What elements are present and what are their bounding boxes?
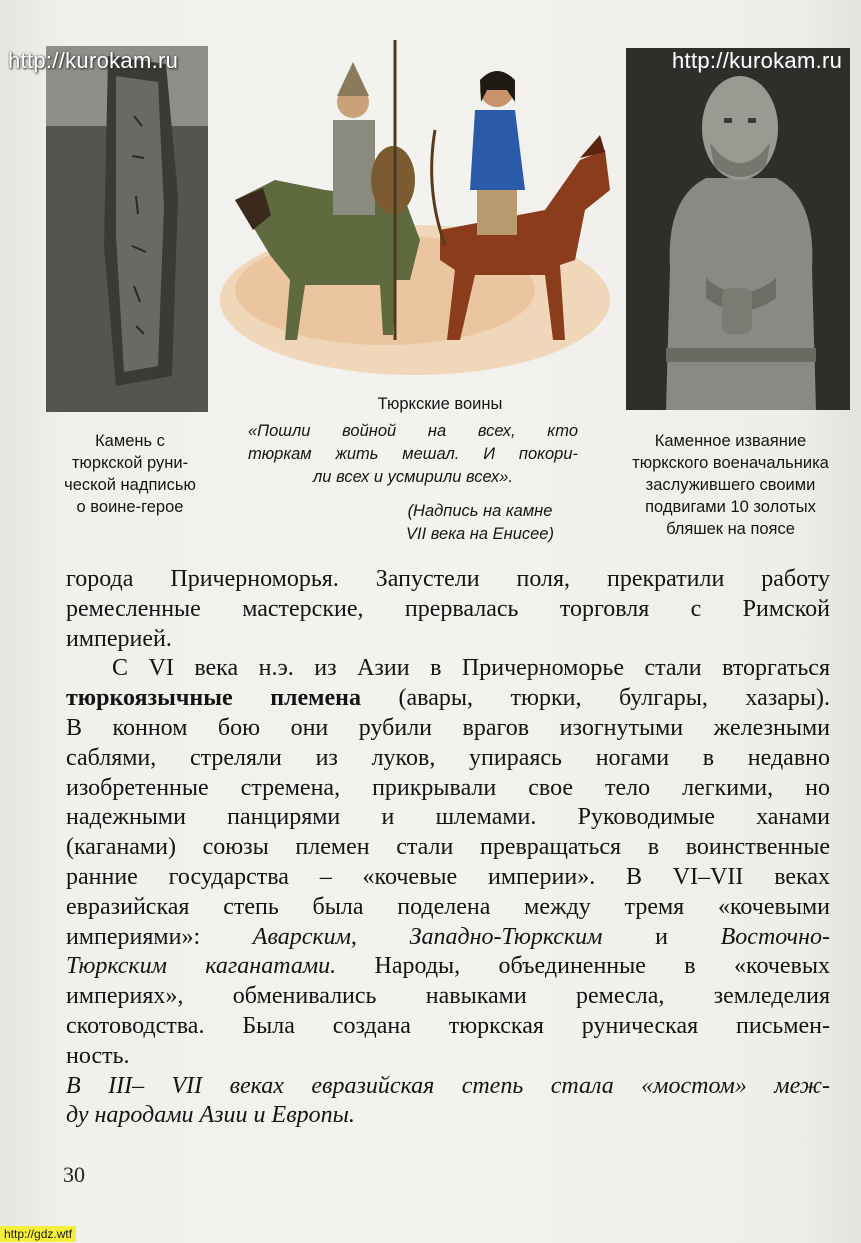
caption-line: тюркской руни- bbox=[71, 454, 189, 472]
text-line: саблями, стреляли из луков, упираясь ногами в недавно bbox=[66, 744, 830, 771]
source-line: VII века на Енисее) bbox=[406, 525, 554, 543]
italic-term: Тюркским каганатами. bbox=[66, 953, 337, 980]
text-line: ремесленные мастерские, прервалась торговля с Римской bbox=[66, 595, 830, 622]
caption-line: Камень с bbox=[95, 432, 165, 450]
quote-line: ли всех и усмирили всех». bbox=[313, 468, 513, 486]
inscription-quote bbox=[248, 420, 578, 489]
text-line: скотоводства. Была создана тюркская руническая письмен- bbox=[66, 1012, 830, 1039]
quote-line: тюркам жить мешал. И покори- bbox=[248, 445, 578, 463]
quote-line: «Пошли войной на всех, кто bbox=[248, 422, 578, 440]
conclusion-line: В III– VII веках евразийская степь стала «мостом» меж- bbox=[66, 1072, 830, 1099]
page-number: 30 bbox=[63, 1162, 85, 1187]
caption-line: подвигами 10 золотых bbox=[645, 498, 816, 516]
main-text bbox=[66, 565, 830, 1131]
text-line bbox=[66, 923, 830, 953]
source-line: (Надпись на камне bbox=[407, 502, 553, 520]
text-line: С VI века н.э. из Азии в Причерноморье стали вторгаться bbox=[112, 655, 830, 682]
caption-line: бляшек на поясе bbox=[666, 520, 795, 538]
text-fragment: (авары, тюрки, булгары, хазары). bbox=[360, 685, 830, 712]
footer-link[interactable]: http://gdz.wtf bbox=[0, 1226, 76, 1242]
watermark-right: http://kurokam.ru bbox=[672, 48, 843, 73]
text-line bbox=[66, 952, 830, 982]
text-fragment: империями»: bbox=[66, 923, 253, 950]
warriors-caption-title: Тюркские воины bbox=[377, 395, 503, 413]
conclusion-line: ду народами Азии и Европы. bbox=[66, 1102, 355, 1129]
text-line: империях», обменивались навыками ремесла, земледелия bbox=[66, 983, 830, 1010]
text-line: империей. bbox=[66, 625, 172, 652]
text-line: евразийская степь была поделена между тремя «кочевыми bbox=[66, 893, 830, 920]
runic-stone-caption bbox=[40, 430, 220, 518]
text-fragment: Народы, объединенные в «кочевых bbox=[336, 953, 831, 980]
turkic-warriors-illustration bbox=[215, 40, 620, 390]
inscription-source bbox=[380, 500, 580, 546]
stone-statue-photo bbox=[626, 48, 850, 410]
key-term: тюркоязычные племена bbox=[66, 685, 361, 712]
text-line: города Причерноморья. Запустели поля, прекратили работу bbox=[66, 566, 830, 592]
text-line: ранние государства – «кочевые империи». В VI–VII веках bbox=[66, 863, 830, 890]
text-line: надежными панцирями и шлемами. Руководимые ханами bbox=[66, 804, 830, 831]
caption-line: о воине-герое bbox=[76, 498, 184, 516]
caption-line: тюркского военачальника bbox=[632, 454, 829, 472]
text-line: изобретенные стремена, прикрывали свое тело легкими, но bbox=[66, 774, 830, 801]
caption-line: заслужившего своими bbox=[645, 476, 816, 494]
italic-term: Восточно- bbox=[720, 923, 830, 950]
text-line bbox=[66, 684, 830, 714]
text-line: В конном бою они рубили врагов изогнутыми железными bbox=[66, 714, 830, 741]
runic-stone-photo bbox=[46, 46, 208, 412]
italic-term: Аварским, Западно-Тюркским bbox=[252, 923, 603, 950]
text-line: ность. bbox=[66, 1042, 130, 1069]
watermark-left: http://kurokam.ru bbox=[8, 48, 179, 73]
text-line: (каганами) союзы племен стали превращаться в воинственные bbox=[66, 834, 830, 861]
stone-statue-caption bbox=[600, 430, 861, 540]
caption-line: Каменное изваяние bbox=[654, 432, 807, 450]
caption-line: ческой надписью bbox=[64, 476, 196, 494]
text-fragment: и bbox=[602, 923, 721, 950]
